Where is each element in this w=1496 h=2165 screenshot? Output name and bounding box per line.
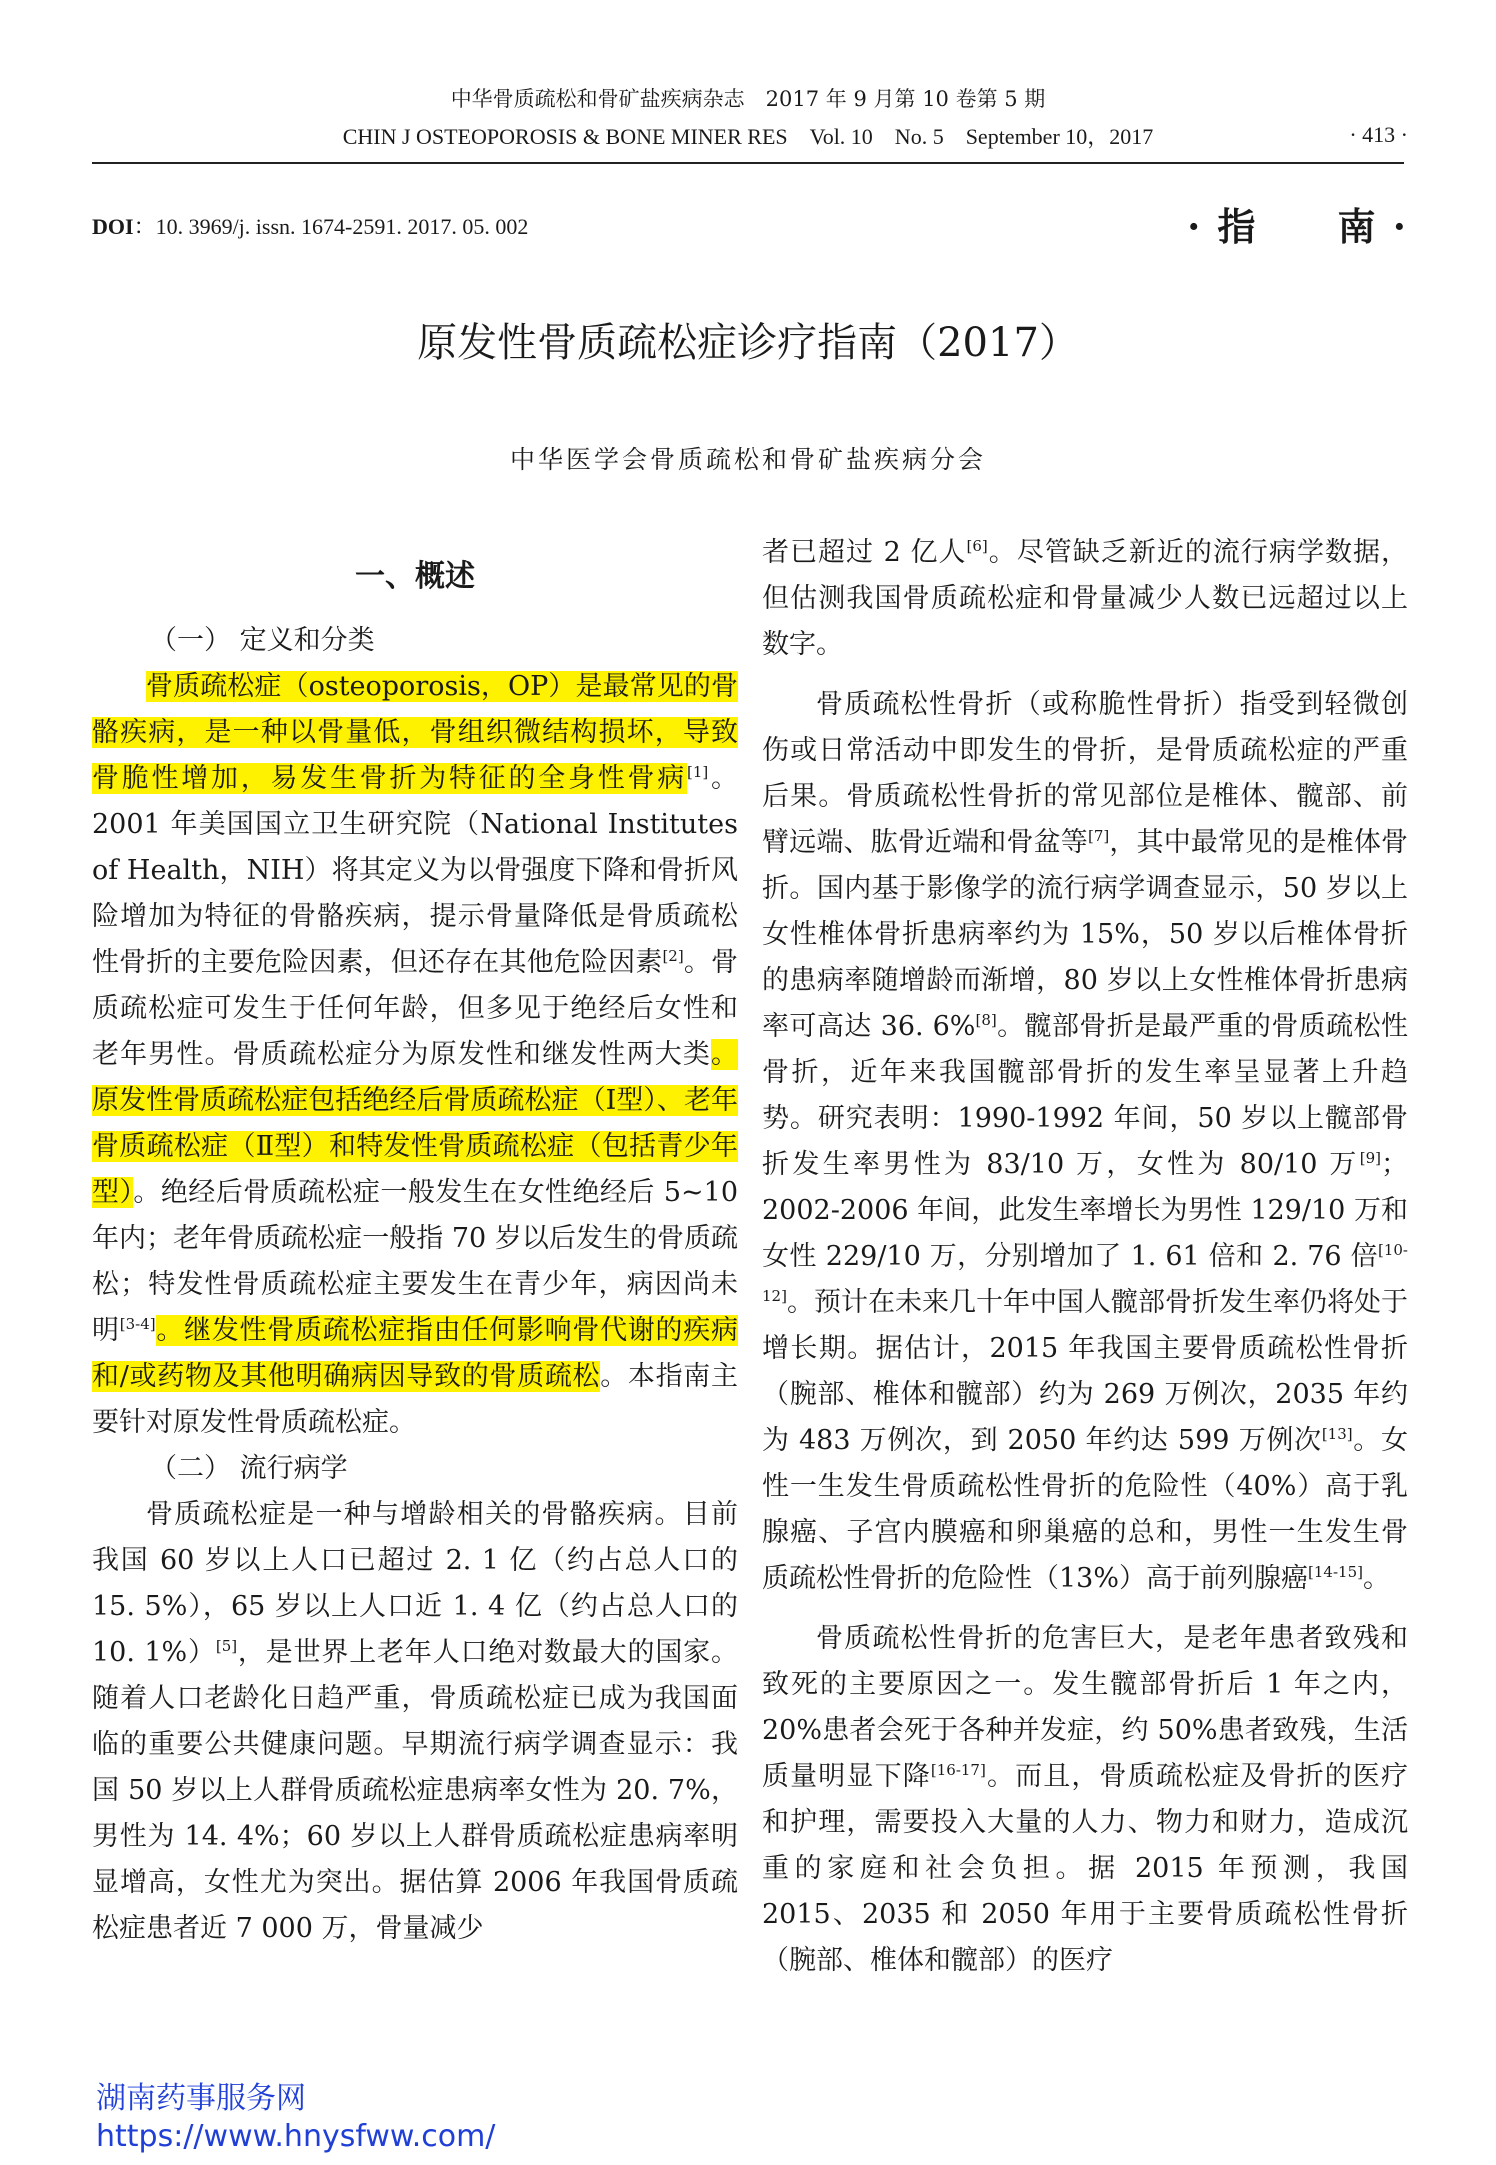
right-column <box>762 530 1408 1984</box>
paragraph-text: 。2001 年美国国立卫生研究院（National Institutes of Health，NIH）将其定义为以骨强度下降和骨折风险增加为特征的骨骼疾病，提示骨量降低是骨质疏松性骨折的主要危险因素，但还存在其他危险因素 <box>92 763 738 978</box>
paragraph-text: 骨质疏松性骨折（或称脆性骨折）指受到轻微创伤或日常活动中即发生的骨折，是骨质疏松症的严重后果。骨质疏松性骨折的常见部位是椎体、髋部、前臂远端、肱骨近端和骨盆等 <box>762 689 1408 858</box>
paragraph-text: 。女性一生发生骨质疏松性骨折的危险性（40%）高于乳腺癌、子宫内膜癌和卵巢癌的总和，男性一生发生骨质疏松性骨折的危险性（13%）高于前列腺癌 <box>762 1425 1409 1594</box>
doi-label: DOI <box>92 214 134 239</box>
journal-header-cn: 中华骨质疏松和骨矿盐疾病杂志 2017 年 9 月第 10 卷第 5 期 <box>450 87 1046 111</box>
citation[interactable]: [10-12] <box>762 1241 1408 1305</box>
paragraph-text: ，是世界上老年人口绝对数最大的国家。随着人口老龄化日趋严重，骨质疏松症已成为我国面临的重要公共健康问题。早期流行病学调查显示：我国 50 岁以上人群骨质疏松症患病率女性为 20. 7%，男性为 14. 4%；60 岁以上人群骨质疏松症患病率明显增高，女性尤为突出。据估算 2006 年我国骨质疏松症患者近 7 000 万，骨量减少 <box>92 1637 738 1944</box>
citation[interactable]: [14-15] <box>1308 1563 1363 1581</box>
paragraph-text: 。骨质疏松症可发生于任何年龄，但多见于绝经后女性和老年男性。骨质疏松症分为原发性和继发性两大类 <box>92 947 739 1070</box>
paragraph-epidemiology <box>92 1492 738 1952</box>
article-author: 中华医学会骨质疏松和骨矿盐疾病分会 <box>509 445 986 474</box>
doi-value: ：10. 3969/j. issn. 1674-2591. 2017. 05. 002 <box>133 214 529 239</box>
watermark-url[interactable]: https://www.hnysfww.com/ <box>96 2119 496 2154</box>
paragraph-text: 骨质疏松性骨折的危害巨大，是老年患者致残和致死的主要原因之一。发生髋部骨折后 1 年之内，20%患者会死于各种并发症，约 50%患者致残，生活质量明显下降 <box>762 1623 1408 1792</box>
section-heading-overview: 一、概述 <box>355 559 475 594</box>
journal-header-en: CHIN J OSTEOPOROSIS & BONE MINER RES Vol. 10 No. 5 September 10，2017 <box>342 124 1154 149</box>
paragraph-continued <box>762 530 1408 668</box>
left-column <box>92 528 738 1952</box>
paragraph-text: 骨质疏松症是一种与增龄相关的骨骼疾病。目前我国 60 岁以上人口已超过 2. 1 亿（约占总人口的 15. 5%），65 岁以上人口近 1. 4 亿（约占总人口的 10. 1%） <box>92 1499 738 1668</box>
watermark <box>96 2080 495 2156</box>
article-title: 原发性骨质疏松症诊疗指南（2017） <box>417 320 1079 366</box>
citation[interactable]: [6] <box>966 537 988 555</box>
citation[interactable]: [13] <box>1321 1425 1353 1443</box>
paragraph-definition <box>92 664 738 1446</box>
subsection-heading-definition: （一） 定义和分类 <box>150 625 375 656</box>
citation[interactable]: [1] <box>687 763 709 781</box>
watermark-name: 湖南药事服务网 <box>96 2081 306 2116</box>
paragraph-text: 。绝经后骨质疏松症一般发生在女性绝经后 5~10 年内；老年骨质疏松症一般指 70 岁以后发生的骨质疏松；特发性骨质疏松症主要发生在青少年，病因尚未明 <box>92 1177 738 1346</box>
citation[interactable]: [9] <box>1359 1149 1381 1167</box>
paragraph-text: 者已超过 2 亿人 <box>762 537 967 568</box>
paragraph-text: 。髋部骨折是最严重的骨质疏松性骨折，近年来我国髋部骨折的发生率呈显著上升趋势。研究表明：1990-1992 年间，50 岁以上髋部骨折发生率男性为 83/10 万，女性为 80/10 万 <box>762 1011 1409 1180</box>
highlight-primary-types: 。原发性骨质疏松症包括绝经后骨质疏松症（Ⅰ型）、老年骨质疏松症（Ⅱ型）和特发性骨质疏松症（包括青少年型） <box>92 1039 738 1208</box>
paragraph-text: 。本指南主要针对原发性骨质疏松症。 <box>92 1361 738 1438</box>
subsection-heading-epidemiology: （二） 流行病学 <box>150 1453 348 1484</box>
page-number: · 413 · <box>1349 122 1408 147</box>
paragraph-text: 。预计在未来几十年中国人髋部骨折发生率仍将处于增长期。据估计，2015 年我国主要骨质疏松性骨折（腕部、椎体和髋部）约为 269 万例次，2035 年约为 483 万例次，到 2050 年约达 599 万例次 <box>762 1287 1408 1456</box>
highlight-secondary-definition: 。继发性骨质疏松症指由任何影响骨代谢的疾病和/或药物及其他明确病因导致的骨质疏松 <box>92 1315 738 1392</box>
header-rule <box>92 162 1404 164</box>
paragraph-fracture <box>762 682 1408 1602</box>
column-tag: · 指 南 · <box>1187 204 1408 249</box>
highlight-definition: 骨质疏松症（osteoporosis，OP）是最常见的骨骼疾病，是一种以骨量低，骨组织微结构损坏，导致骨脆性增加，易发生骨折为特征的全身性骨病 <box>92 671 738 794</box>
citation[interactable]: [16-17] <box>930 1761 986 1779</box>
doi-line <box>92 210 528 241</box>
citation[interactable]: [7] <box>1087 827 1110 845</box>
citation[interactable]: [8] <box>975 1011 997 1029</box>
citation[interactable]: [3-4] <box>119 1315 156 1333</box>
paragraph-text: ；2002-2006 年间，此发生率增长为男性 129/10 万和女性 229/10 万，分别增加了 1. 61 倍和 2. 76 倍 <box>762 1149 1408 1272</box>
paragraph-text: 。尽管缺乏新近的流行病学数据，但估测我国骨质疏松症和骨量减少人数已远超过以上数字。 <box>762 537 1408 660</box>
citation[interactable]: [2] <box>662 947 684 965</box>
paragraph-text: 。而且，骨质疏松症及骨折的医疗和护理，需要投入大量的人力、物力和财力，造成沉重的家庭和社会负担。据 2015 年预测，我国 2015、2035 和 2050 年用于主要骨质疏松性骨折（腕部、椎体和髋部）的医疗 <box>762 1761 1409 1976</box>
citation[interactable]: [5] <box>215 1637 238 1655</box>
paragraph-text: ，其中最常见的是椎体骨折。国内基于影像学的流行病学调查显示，50 岁以上女性椎体骨折患病率约为 15%，50 岁以后椎体骨折的患病率随增龄而渐增，80 岁以上女性椎体骨折患病率可高达 36. 6% <box>762 827 1409 1042</box>
paragraph-burden <box>762 1616 1408 1984</box>
paragraph-text: 。 <box>1362 1563 1390 1594</box>
